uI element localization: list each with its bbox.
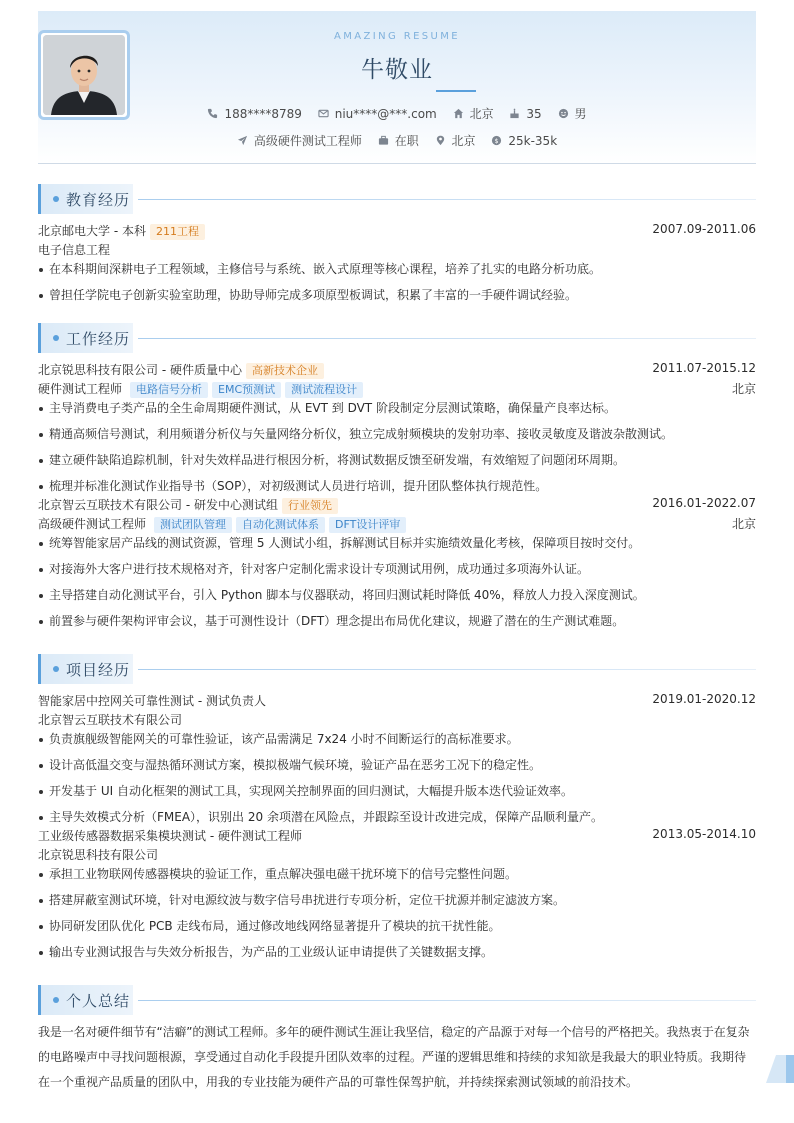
list-item: 输出专业测试报告与失效分析报告，为产品的工业级认证申请提供了关键数据支撑。 <box>38 943 756 969</box>
school-name: 北京邮电大学 - 本科 <box>38 224 146 238</box>
phone-info <box>207 107 301 121</box>
city-text: 北京 <box>469 107 494 121</box>
work-role-row <box>38 380 756 399</box>
job-intent-row <box>38 132 756 149</box>
projects-section <box>38 654 756 969</box>
svg-text:$: $ <box>494 136 499 145</box>
section-heading: 项目经历 <box>66 661 131 679</box>
gender-text: 男 <box>574 107 587 121</box>
project-org: 北京锐思科技有限公司 <box>38 848 159 862</box>
project-entry <box>38 827 756 969</box>
project-title-row <box>38 692 756 711</box>
work-entry <box>38 361 756 496</box>
section-rule <box>138 669 756 670</box>
send-icon <box>237 135 248 146</box>
education-section <box>38 184 756 312</box>
company-name: 北京锐思科技有限公司 - 硬件质量中心 <box>38 363 242 377</box>
work-company-row <box>38 361 756 380</box>
coin-icon <box>491 135 502 146</box>
work-location: 北京 <box>731 382 756 396</box>
email-info <box>318 107 437 121</box>
smile-icon <box>558 108 569 119</box>
section-rule <box>138 199 756 200</box>
age-text: 35 <box>526 107 542 121</box>
project-dates: 2019.01-2020.12 <box>652 692 756 706</box>
target-city-info <box>435 132 476 149</box>
list-item: 设计高低温交变与湿热循环测试方案，模拟极端气候环境，验证产品在恶劣工况下的稳定性。 <box>38 756 756 782</box>
summary-text <box>38 1020 756 1095</box>
candidate-name: 牛敬业 <box>361 57 433 83</box>
work-company-row <box>38 496 756 515</box>
summary-section-title <box>38 985 756 1015</box>
brand-tagline: AMAZING RESUME <box>334 31 460 42</box>
summary-line: 在一个重视产品质量的团队中，用我的专业技能为硬件产品的可靠性保驾护航，并持续探索测试领域的前沿技术。 <box>38 1075 639 1089</box>
work-location: 北京 <box>731 517 756 531</box>
education-entry-head <box>38 222 756 241</box>
briefcase-icon <box>378 135 389 146</box>
contact-info-row <box>38 105 756 122</box>
skill-tag: 自动化测试体系 <box>236 517 325 533</box>
project-org: 北京智云互联技术有限公司 <box>38 713 183 727</box>
role-title: 高级硬件测试工程师 <box>38 517 147 531</box>
home-icon <box>453 108 464 119</box>
work-section <box>38 323 756 638</box>
education-bullets <box>38 260 756 312</box>
gender-info <box>558 105 587 122</box>
company-name: 北京智云互联技术有限公司 - 研发中心测试组 <box>38 498 278 512</box>
list-item: 主导搭建自动化测试平台，引入 Python 脚本与仪器联动，将回归测试耗时降低 40%，释放人力投入深度测试。 <box>38 586 756 612</box>
list-item: 曾担任学院电子创新实验室助理，协助导师完成多项原型板调试，积累了丰富的一手硬件调试经验。 <box>38 286 756 312</box>
list-item: 主导消费电子类产品的全生命周期硬件测试，从 EVT 到 DVT 阶段制定分层测试策略，确保量产良率达标。 <box>38 399 756 425</box>
work-section-title <box>38 323 756 353</box>
project-entry <box>38 692 756 827</box>
list-item: 负责旗舰级智能网关的可靠性验证，该产品需满足 7x24 小时不间断运行的高标准要求。 <box>38 730 756 756</box>
project-title: 工业级传感器数据采集模块测试 - 硬件测试工程师 <box>38 829 302 843</box>
list-item: 主导失效模式分析（FMEA），识别出 20 余项潜在风险点，并跟踪至设计改进完成，保障产品顺利量产。 <box>38 808 756 827</box>
work-dates: 2016.01-2022.07 <box>652 496 756 510</box>
summary-line: 我是一名对硬件细节有“洁癖”的测试工程师。多年的硬件测试生涯让我坚信，稳定的产品源于对每一个信号的严格把关。我热衷于在复杂 <box>38 1025 750 1039</box>
name-underline <box>436 90 476 92</box>
section-heading: 个人总结 <box>66 992 131 1010</box>
list-item: 在本科期间深耕电子工程领域，主修信号与系统、嵌入式原理等核心课程，培养了扎实的电路分析功底。 <box>38 260 756 286</box>
city-info <box>453 105 494 122</box>
list-item: 梳理并标准化测试作业指导书（SOP），对初级测试人员进行培训，提升团队整体执行规范性。 <box>38 477 756 496</box>
project-org-row <box>38 846 756 865</box>
project-title-row <box>38 827 756 846</box>
education-major-row <box>38 241 756 260</box>
work-dates: 2011.07-2015.12 <box>652 361 756 375</box>
section-dot <box>53 335 59 341</box>
salary-text: 25k-35k <box>508 134 558 148</box>
work-bullets <box>38 534 756 638</box>
list-item: 建立硬件缺陷追踪机制，针对失效样品进行根因分析，将测试数据反馈至研发端，有效缩短了问题闭环周期。 <box>38 451 756 477</box>
mail-icon <box>318 108 329 119</box>
section-rule <box>138 1000 756 1001</box>
work-entry <box>38 496 756 638</box>
work-role-row <box>38 515 756 534</box>
list-item: 搭建屏蔽室测试环境，针对电源纹波与数字信号串扰进行专项分析，定位干扰源并制定滤波方案。 <box>38 891 756 917</box>
company-tag: 行业领先 <box>282 498 338 514</box>
section-heading: 工作经历 <box>66 330 131 348</box>
skill-tag: 电路信号分析 <box>130 382 208 398</box>
summary-line: 的电路噪声中寻找问题根源，享受通过自动化手段提升团队效率的过程。严谨的逻辑思维和持续的求知欲是我最大的职业特质。我期待 <box>38 1050 747 1064</box>
list-item: 精通高频信号测试，利用频谱分析仪与矢量网络分析仪，独立完成射频模块的发射功率、接收灵敏度及谐波杂散测试。 <box>38 425 756 451</box>
list-item: 协同研发团队优化 PCB 走线布局，通过修改地线网络显著提升了模块的抗干扰性能。 <box>38 917 756 943</box>
corner-decoration <box>766 1055 794 1083</box>
target-city-text: 北京 <box>451 134 476 148</box>
project-dates: 2013.05-2014.10 <box>652 827 756 841</box>
major: 电子信息工程 <box>38 243 111 257</box>
education-section-title <box>38 184 756 214</box>
company-tag: 高新技术企业 <box>246 363 324 379</box>
section-dot <box>53 997 59 1003</box>
section-dot <box>53 196 59 202</box>
target-position-info <box>237 132 362 149</box>
list-item: 前置参与硬件架构评审会议，基于可测性设计（DFT）理念提出布局优化建议，规避了潜在的生产测试难题。 <box>38 612 756 638</box>
age-info <box>509 107 541 121</box>
phone-text: 188****8789 <box>224 107 302 121</box>
email-text: niu****@***.com <box>334 107 437 121</box>
job-status-text: 在职 <box>394 134 419 148</box>
school-tag: 211工程 <box>150 224 205 240</box>
list-item: 对接海外大客户进行技术规格对齐，针对客户定制化需求设计专项测试用例，成功通过多项海外认证。 <box>38 560 756 586</box>
list-item: 统筹智能家居产品线的测试资源，管理 5 人测试小组，拆解测试目标并实施绩效量化考核，保障项目按时交付。 <box>38 534 756 560</box>
section-heading: 教育经历 <box>66 191 131 209</box>
list-item: 承担工业物联网传感器模块的验证工作，重点解决强电磁干扰环境下的信号完整性问题。 <box>38 865 756 891</box>
project-title: 智能家居中控网关可靠性测试 - 测试负责人 <box>38 694 266 708</box>
skill-tag: 测试团队管理 <box>154 517 232 533</box>
skill-tag: 测试流程设计 <box>285 382 363 398</box>
projects-section-title <box>38 654 756 684</box>
target-position-text: 高级硬件测试工程师 <box>253 134 362 148</box>
resume-header <box>38 11 756 164</box>
salary-info <box>491 134 557 148</box>
section-rule <box>138 338 756 339</box>
summary-section <box>38 985 756 1095</box>
cake-icon <box>509 108 520 119</box>
phone-icon <box>207 108 218 119</box>
resume-page <box>38 11 756 1089</box>
location-icon <box>435 135 446 146</box>
section-dot <box>53 666 59 672</box>
role-title: 硬件测试工程师 <box>38 382 123 396</box>
work-bullets <box>38 399 756 496</box>
project-bullets <box>38 730 756 827</box>
education-dates: 2007.09-2011.06 <box>652 222 756 236</box>
project-org-row <box>38 711 756 730</box>
skill-tag: DFT设计评审 <box>329 517 406 533</box>
list-item: 开发基于 UI 自动化框架的测试工具，实现网关控制界面的回归测试，大幅提升版本迭代验证效率。 <box>38 782 756 808</box>
skill-tag: EMC预测试 <box>212 382 281 398</box>
job-status-info <box>378 132 419 149</box>
project-bullets <box>38 865 756 969</box>
